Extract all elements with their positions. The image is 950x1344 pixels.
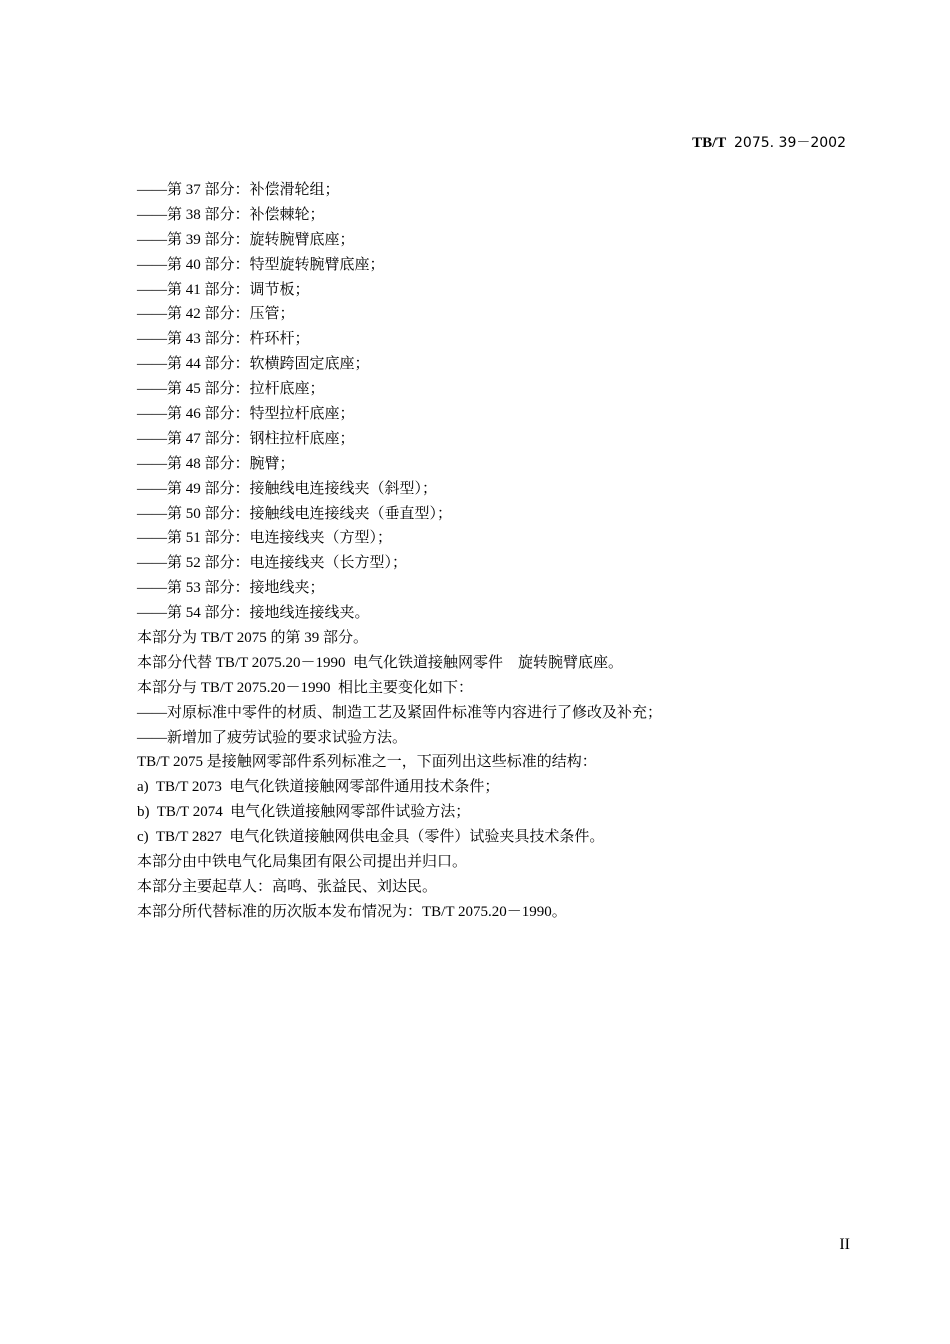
list-item: ——第 54 部分：接地线连接线夹。 [137, 605, 370, 622]
list-item: ——第 39 部分：旋转腕臂底座； [137, 231, 355, 248]
paragraph-line: 本部分为 TB/T 2075 的第 39 部分。 [137, 630, 368, 647]
list-item: ——第 52 部分：电连接线夹（长方型）； [137, 555, 408, 572]
paragraph-line: 本部分主要起草人：高鸣、张益民、刘达民。 [137, 878, 438, 895]
paragraph-line: ——对原标准中零件的材质、制造工艺及紧固件标准等内容进行了修改及补充； [137, 704, 663, 721]
standard-code-number: 2075. 39－2002 [734, 135, 846, 151]
body-paragraphs [137, 626, 857, 925]
list-item: ——第 51 部分：电连接线夹（方型）； [137, 530, 393, 547]
list-item: ——第 40 部分：特型旋转腕臂底座； [137, 256, 385, 273]
list-item: ——第 41 部分：调节板； [137, 281, 310, 298]
list-item: ——第 37 部分：补偿滑轮组； [137, 182, 340, 198]
list-item: ——第 38 部分：补偿棘轮； [137, 206, 325, 223]
list-item: ——第 45 部分：拉杆底座； [137, 381, 325, 398]
list-item: ——第 50 部分：接触线电连接线夹（垂直型）； [137, 505, 453, 522]
page-number: II [839, 1236, 850, 1253]
paragraph-line: c) TB/T 2827 电气化铁道接触网供电金具（零件）试验夹具技术条件。 [137, 829, 605, 846]
list-item: ——第 49 部分：接触线电连接线夹（斜型）； [137, 480, 438, 497]
list-item: ——第 44 部分：软横跨固定底座； [137, 356, 370, 373]
paragraph-line: b) TB/T 2074 电气化铁道接触网零部件试验方法； [137, 804, 471, 821]
paragraph-line: 本部分与 TB/T 2075.20－1990 相比主要变化如下： [137, 679, 473, 696]
standard-code-prefix: TB/T [692, 135, 727, 151]
parts-list [137, 178, 857, 626]
list-item: ——第 48 部分：腕臂； [137, 455, 295, 472]
paragraph-line: 本部分由中铁电气化局集团有限公司提出并归口。 [137, 854, 468, 871]
paragraph-line: ——新增加了疲劳试验的要求试验方法。 [137, 729, 408, 746]
list-item: ——第 53 部分：接地线夹； [137, 580, 325, 597]
paragraph-line: 本部分代替 TB/T 2075.20－1990 电气化铁道接触网零件 旋转腕臂底座。 [137, 654, 623, 671]
standard-code-header [692, 132, 846, 152]
document-body [137, 178, 857, 925]
list-item: ——第 47 部分：钢柱拉杆底座； [137, 430, 355, 447]
paragraph-line: 本部分所代替标准的历次版本发布情况为：TB/T 2075.20－1990。 [137, 903, 567, 920]
paragraph-line: a) TB/T 2073 电气化铁道接触网零部件通用技术条件； [137, 779, 500, 796]
list-item: ——第 42 部分：压管； [137, 306, 295, 323]
list-item: ——第 43 部分：杵环杆； [137, 331, 310, 348]
paragraph-line: TB/T 2075 是接触网零部件系列标准之一，下面列出这些标准的结构： [137, 754, 597, 771]
list-item: ——第 46 部分：特型拉杆底座； [137, 406, 355, 423]
